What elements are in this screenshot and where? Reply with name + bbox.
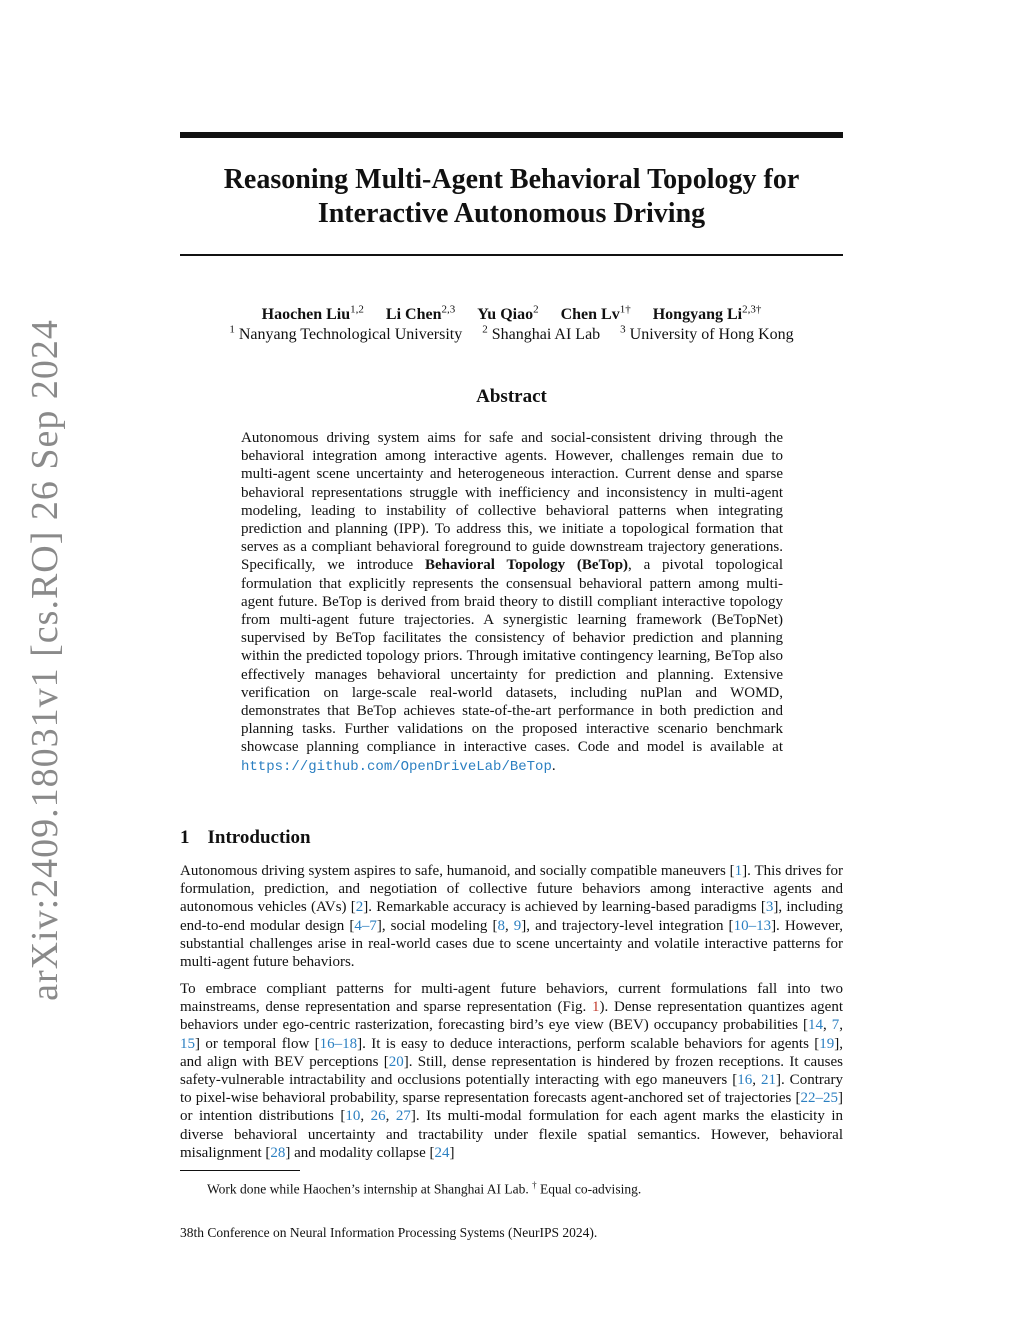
paragraph-text: ]. Contrary to pixel-wise behavioral probability, sparse representation forecasts agent-anchored set of trajectories [	[180, 1072, 844, 1107]
title-top-rule	[180, 132, 843, 138]
citation-link[interactable]: 1	[734, 863, 743, 879]
paragraph-text: ]. Its multi-modal formulation for each agent marks the elasticity in diverse behavioral uncertainty and tractability under flexile spatial semantics. However, behavioral misalignment [	[180, 1108, 844, 1161]
citation-link[interactable]: 8	[497, 917, 505, 934]
citation-link[interactable]: 10–13	[733, 917, 772, 934]
author: Haochen Liu$^{1,2}$	[261, 304, 364, 324]
citation-link[interactable]: 22–25	[800, 1090, 838, 1107]
citation-link[interactable]: 19	[819, 1035, 835, 1052]
citation-link[interactable]: 3	[765, 899, 774, 916]
paragraph-text: ], including end-to-end modular design [	[180, 899, 843, 934]
paragraph-text: ,	[752, 1072, 761, 1089]
paragraph-text: ]. However, substantial challenges arise in real-world cases due to scene uncertainty and volatile interactive patterns for multi-agent future behaviors.	[180, 917, 844, 971]
footnote: Work done while Haochen’s internship at Shanghai AI Lab. † Equal co-advising.	[207, 1180, 642, 1197]
citation-link[interactable]: 24	[434, 1144, 450, 1161]
title-bottom-rule	[180, 254, 843, 256]
abstract-heading: Abstract	[476, 386, 547, 407]
citation-link[interactable]: 21	[760, 1072, 776, 1089]
paragraph-text: ,	[360, 1108, 371, 1125]
citation-link[interactable]: 27	[395, 1108, 411, 1125]
author: Hongyang $Li^{2,3\dagger}$	[652, 304, 762, 324]
citation-link[interactable]: 7	[831, 1017, 840, 1034]
section-heading-introduction: 1 Introduction	[180, 827, 311, 848]
betop-term: Behavioral Topology (BeTop)	[424, 557, 629, 574]
intro-paragraph-2	[180, 980, 843, 1162]
author: Li Chen$^{2,3}$	[385, 304, 456, 324]
paragraph-text: To embrace compliant patterns for multi-agent future behaviors, current formulations fall into two mainstreams, dense representation and sparse representation (Fig.	[180, 981, 843, 1016]
paragraph-text: ] or intention distributions [	[180, 1090, 843, 1125]
citation-link[interactable]: 16	[737, 1072, 753, 1089]
paragraph-text: ]. It is easy to deduce interactions, perform scalable behaviors for agents [	[357, 1035, 820, 1052]
title-line-1: Reasoning Multi-Agent Behavioral Topology for	[223, 164, 800, 195]
paragraph-text: ,	[839, 1017, 843, 1034]
paper-title	[180, 163, 843, 231]
citation-link[interactable]: 20	[388, 1053, 404, 1070]
paragraph-text: Autonomous driving system aspires to safe, humanoid, and socially compatible maneuvers [	[180, 863, 735, 879]
footnote-rule	[180, 1170, 300, 1171]
paragraph-text: ], and align with BEV perceptions [	[180, 1035, 844, 1070]
citation-link[interactable]: 15	[180, 1035, 195, 1052]
paragraph-text: ]. Still, dense representation is hindered by frozen receptions. It causes safety-vulnerable intractability and occlusions potentially interacting with ego maneuvers [	[180, 1053, 843, 1089]
citation-link[interactable]: 28	[270, 1144, 286, 1161]
paragraph-text: ]. Remarkable accuracy is achieved by learning-based paradigms [	[363, 899, 766, 916]
paragraph-text: ]. This drives for formulation, prediction, and negotiation of collective future behaviors among interactive agents and autonomous vehicles (AVs) [	[180, 863, 843, 916]
affiliation: $^1$ Nanyang Technological University	[229, 324, 463, 344]
paragraph-text: ,	[822, 1017, 832, 1034]
code-repo-link[interactable]: https://github.com/OpenDriveLab/BeTop	[241, 758, 552, 775]
paragraph-text: ], and trajectory-level integration [	[521, 917, 734, 934]
author: Chen $Lv^{1\dagger}$	[560, 304, 631, 324]
affiliation: $^2$ Shanghai AI Lab	[482, 324, 601, 344]
paragraph-text: ]	[449, 1144, 455, 1161]
paragraph-text: ,	[385, 1108, 396, 1125]
intro-paragraph-1	[180, 862, 843, 971]
paragraph-text: ,	[504, 917, 514, 934]
citation-link[interactable]: 9	[513, 917, 522, 934]
abstract-body: Autonomous driving system aims for safe and social-consistent driving through the behavioral integration among interactive agents. However, challenges remain due to multi-agent scene uncertainty and heterogeneous interaction. Current dense and sparse behavioral representations struggle with inefficiency and inconsistency in multi-agent modeling, leading to instability of collective behavioral patterns when integrating prediction and planning (IPP). To address this, we initiate a topological formation that serves as a compliant behavioral foreground to guide downstream trajectory generations. Specifically, we introduce Behavioral Topology (BeTop), a pivotal topological formulation that explicitly represents the consensual behavioral pattern among multi-agent future. BeTop is derived from braid theory to distill compliant interactive topology from multi-agent future trajectories. A synergistic learning framework (BeTopNet) supervised by BeTop facilitates the consistency of behavior prediction and planning within the predicted topology priors. Through imitative contingency learning, BeTop also effectively manages behavioral uncertainty for prediction and planning. Extensive verification on large-scale real-world datasets, including nuPlan and WOMD, demonstrates that BeTop achieves state-of-the-art performance in both prediction and planning tasks. Further validations on the proposed interactive scenario benchmark showcase planning compliance in interactive cases. Code and model is available at https://github.com/OpenDriveLab/BeTop.	[241, 430, 783, 775]
venue-note: 38th Conference on Neural Information Processing Systems (NeurIPS 2024).	[180, 1225, 598, 1240]
citation-link[interactable]: 16–18	[319, 1035, 358, 1052]
paragraph-text: ). Dense representation quantizes agent behaviors under ego-centric rasterization, forecasting bird’s eye view (BEV) occupancy probabilities [	[180, 999, 843, 1034]
affiliation-list	[180, 320, 843, 345]
paragraph-text: ] and modality collapse [	[285, 1144, 435, 1161]
citation-link[interactable]: 4–7	[354, 917, 377, 934]
citation-link[interactable]: 14	[807, 1017, 823, 1034]
figure-ref-link[interactable]: 1	[592, 999, 600, 1016]
paragraph-text: ], social modeling [	[376, 917, 498, 934]
arxiv-stamp: arXiv:2409.18031v1 [cs.RO] 26 Sep 2024	[24, 319, 66, 1001]
citation-link[interactable]: 2	[355, 899, 364, 916]
citation-link[interactable]: 26	[370, 1108, 386, 1125]
author: Yu Qiao$^2$	[477, 304, 539, 324]
citation-link[interactable]: 10	[345, 1108, 361, 1125]
affiliation: $^3$ University of Hong Kong	[620, 324, 794, 344]
paragraph-text: ] or temporal flow [	[195, 1035, 320, 1052]
title-line-2: Interactive Autonomous Driving	[317, 198, 706, 229]
